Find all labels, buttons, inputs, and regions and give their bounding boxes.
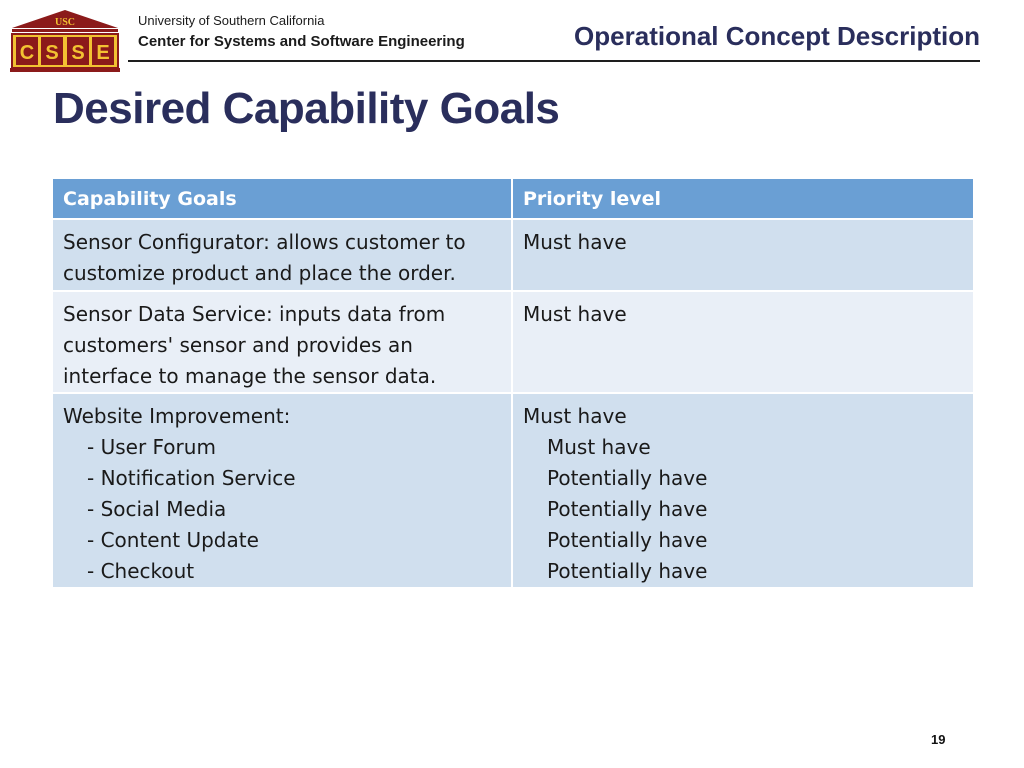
priority-cell: Must have — [512, 291, 974, 393]
center-name: Center for Systems and Software Engineering — [138, 33, 465, 50]
sub-priority: Potentially have — [547, 559, 708, 583]
capability-goals-table — [51, 179, 975, 589]
sub-goal-notification-service: - Notification Service — [87, 466, 296, 490]
sub-priority: Must have — [547, 435, 651, 459]
goal-cell — [52, 291, 512, 393]
logo-letter-c: C — [19, 42, 35, 64]
sub-priority: Potentially have — [547, 466, 708, 490]
sub-goal-user-forum: - User Forum — [87, 435, 216, 459]
goal-line: Sensor Configurator: allows customer to — [63, 230, 466, 254]
table-row — [52, 219, 974, 291]
page-number: 19 — [931, 732, 946, 747]
logo-letter-s1: S — [45, 42, 59, 64]
sub-priority: Potentially have — [547, 497, 708, 521]
table-row — [52, 393, 974, 588]
header-priority-level: Priority level — [512, 179, 974, 219]
sub-priority: Potentially have — [547, 528, 708, 552]
header-divider — [128, 60, 980, 62]
goal-cell — [52, 393, 512, 588]
goal-line: customers' sensor and provides an — [63, 333, 413, 357]
sub-goal-social-media: - Social Media — [87, 497, 227, 521]
sub-goal-checkout: - Checkout — [87, 559, 195, 583]
university-name: University of Southern California — [138, 13, 325, 28]
sub-goal-content-update: - Content Update — [87, 528, 259, 552]
logo-letter-s2: S — [71, 42, 85, 64]
table-row — [52, 291, 974, 393]
goal-heading: Website Improvement: — [63, 404, 291, 428]
section-title: Operational Concept Description — [574, 21, 980, 51]
goal-line: interface to manage the sensor data. — [63, 364, 437, 388]
priority-cell: Must have — [512, 219, 974, 291]
csse-logo — [8, 8, 122, 74]
logo-usc-text: USC — [54, 17, 76, 28]
goal-cell — [52, 219, 512, 291]
logo-letter-e: E — [96, 42, 110, 64]
priority-cell — [512, 393, 974, 588]
priority-heading: Must have — [523, 404, 627, 428]
goal-line: customize product and place the order. — [63, 261, 456, 285]
slide-title: Desired Capability Goals — [53, 84, 560, 133]
goal-line: Sensor Data Service: inputs data from — [63, 302, 446, 326]
header-capability-goals: Capability Goals — [52, 179, 512, 219]
table-header-row — [52, 179, 974, 219]
